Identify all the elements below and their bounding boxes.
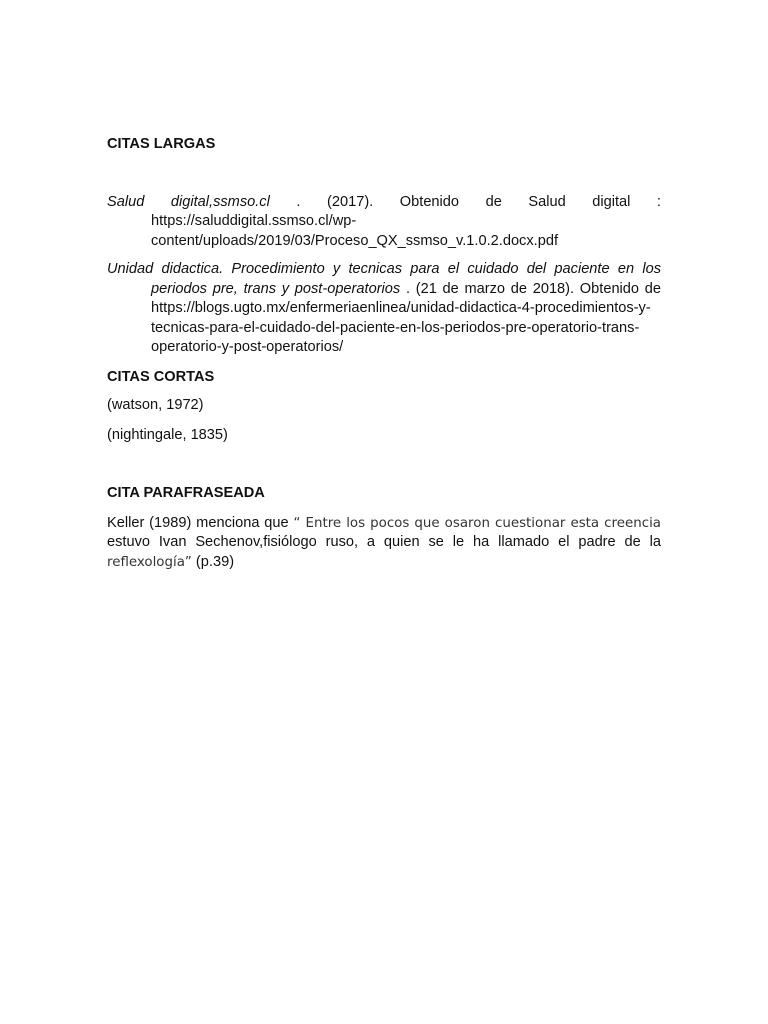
reference-title: Salud digital,ssmso.cl xyxy=(107,193,270,210)
reference-details: . (21 de marzo de 2018). Obtenido de https://blogs.ugto.mx/enfermeriaenlinea/unidad-didactica-4-procedimientos-y-tecnicas-para-el-cuidado-del-paciente-en-los-periodos-pre-operatorio-trans-operatorio-y-post-operatorios/ xyxy=(151,280,661,355)
reference-details: . (2017). Obtenido de Salud digital : https://saluddigital.ssmso.cl/wp-content/uploads/2019/03/Proceso_QX_ssmso_v.1.0.2.docx.pdf xyxy=(151,193,661,249)
section-heading-short-citations: CITAS CORTAS xyxy=(107,368,215,385)
paragraph-lead: Keller (1989) menciona que xyxy=(107,514,294,531)
quoted-text: “ Entre los pocos que osaron cuestionar esta creencia xyxy=(293,515,661,531)
reference-entry xyxy=(107,260,661,358)
short-citation: (nightingale, 1835) xyxy=(107,426,228,443)
reference-entry xyxy=(107,193,661,252)
paraphrased-paragraph xyxy=(107,514,661,573)
page-reference: (p.39) xyxy=(191,553,235,570)
short-citation: (watson, 1972) xyxy=(107,397,204,413)
reference-title: Unidad didactica. Procedimiento y tecnicas para el cuidado del paciente en los periodos pre, trans y post-operatorios xyxy=(107,261,661,297)
section-heading-long-citations: CITAS LARGAS xyxy=(107,136,216,152)
quoted-text: reflexología” xyxy=(107,554,192,570)
paragraph-middle: estuvo Ivan Sechenov,fisiólogo ruso, a quien se le ha llamado el padre de la xyxy=(107,534,661,550)
section-heading-paraphrased-citation: CITA PARAFRASEADA xyxy=(107,485,265,501)
